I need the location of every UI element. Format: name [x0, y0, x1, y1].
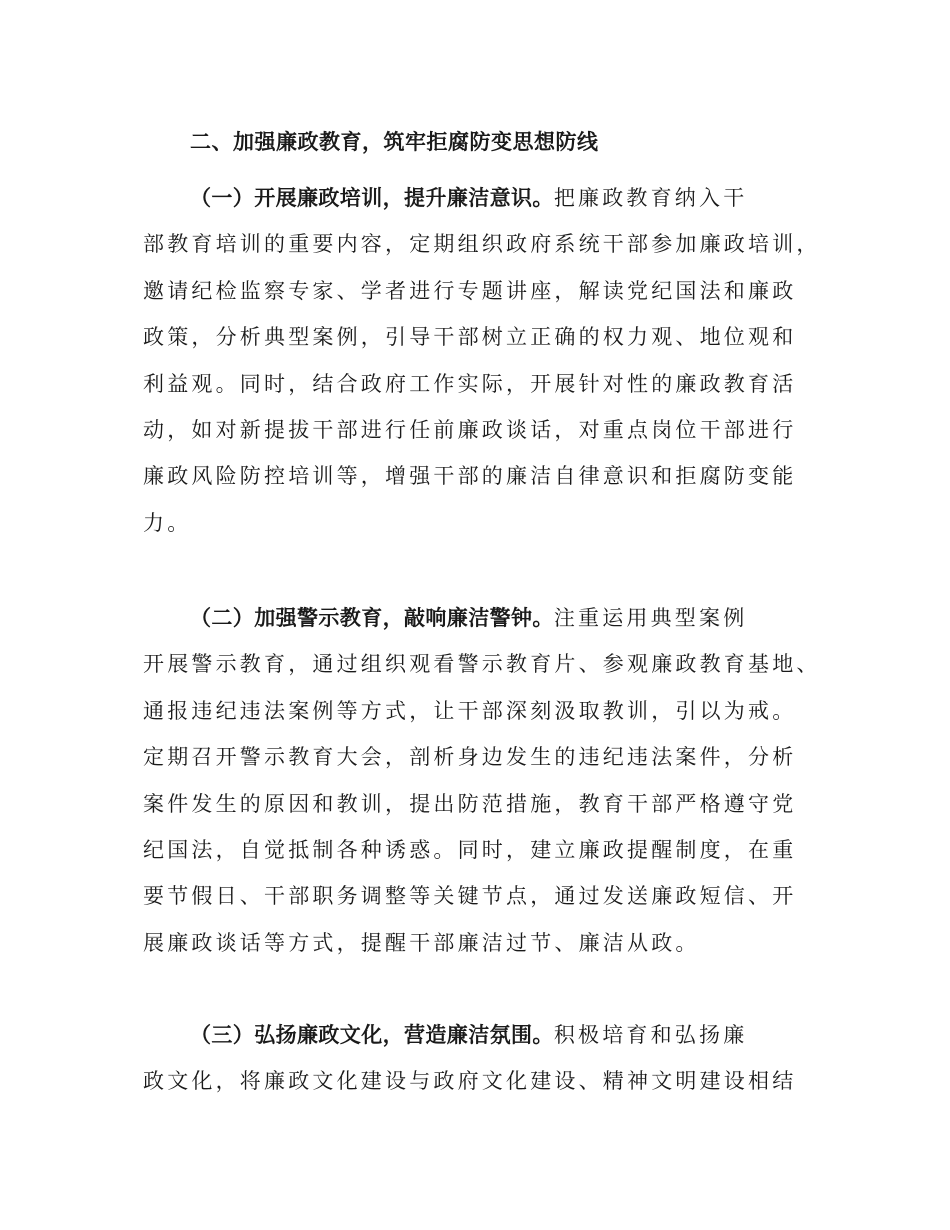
paragraph-line: 开展警示教育，通过组织观看警示教育片、参观廉政教育基地、 — [143, 652, 821, 677]
paragraph-line: 部教育培训的重要内容，定期组织政府系统干部参加廉政培训， — [143, 232, 821, 257]
paragraph-line: 利益观。同时，结合政府工作实际，开展针对性的廉政教育活 — [143, 371, 797, 396]
paragraph-warning-education — [143, 603, 821, 974]
paragraph-first-line — [143, 183, 815, 229]
paragraph-line: 动，如对新提拔干部进行任前廉政谈话，对重点岗位干部进行 — [143, 417, 797, 442]
paragraph-title: （二）加强警示教育，敲响廉洁警钟。 — [190, 606, 554, 630]
paragraph-line: 政文化，将廉政文化建设与政府文化建设、精神文明建设相结 — [143, 1069, 797, 1094]
paragraph-line: 政策，分析典型案例，引导干部树立正确的权力观、地位观和 — [143, 325, 797, 350]
paragraph-title: （一）开展廉政培训，提升廉洁意识。 — [190, 186, 554, 210]
paragraph-title: （三）弘扬廉政文化，营造廉洁氛围。 — [190, 1023, 554, 1047]
paragraph-line: 定期召开警示教育大会，剖析身边发生的违纪违法案件，分析 — [143, 745, 797, 770]
paragraph-text: 把廉政教育纳入干 — [553, 186, 748, 210]
section-heading: 二、加强廉政教育，筑牢拒腐防变思想防线 — [190, 130, 599, 154]
paragraph-line: 邀请纪检监察专家、学者进行专题讲座，解读党纪国法和廉政 — [143, 278, 797, 303]
paragraph-line: 通报违纪违法案例等方式，让干部深刻汲取教训，引以为戒。 — [143, 698, 797, 723]
paragraph-text: 注重运用典型案例 — [553, 606, 748, 630]
paragraph-first-line — [143, 1020, 815, 1066]
paragraph-text: 积极培育和弘扬廉 — [553, 1023, 748, 1047]
paragraph-line: 案件发生的原因和教训，提出防范措施，教育干部严格遵守党 — [143, 791, 797, 816]
paragraph-line: 力。 — [143, 510, 192, 535]
paragraph-line: 廉政风险防控培训等，增强干部的廉洁自律意识和拒腐防变能 — [143, 464, 797, 489]
paragraph-first-line — [143, 603, 815, 649]
paragraph-clean-culture — [143, 1020, 815, 1113]
paragraph-training — [143, 183, 821, 554]
paragraph-line: 展廉政谈话等方式，提醒干部廉洁过节、廉洁从政。 — [143, 930, 700, 955]
paragraph-line: 纪国法，自觉抵制各种诱惑。同时，建立廉政提醒制度，在重 — [143, 837, 797, 862]
paragraph-line: 要节假日、干部职务调整等关键节点，通过发送廉政短信、开 — [143, 884, 797, 909]
